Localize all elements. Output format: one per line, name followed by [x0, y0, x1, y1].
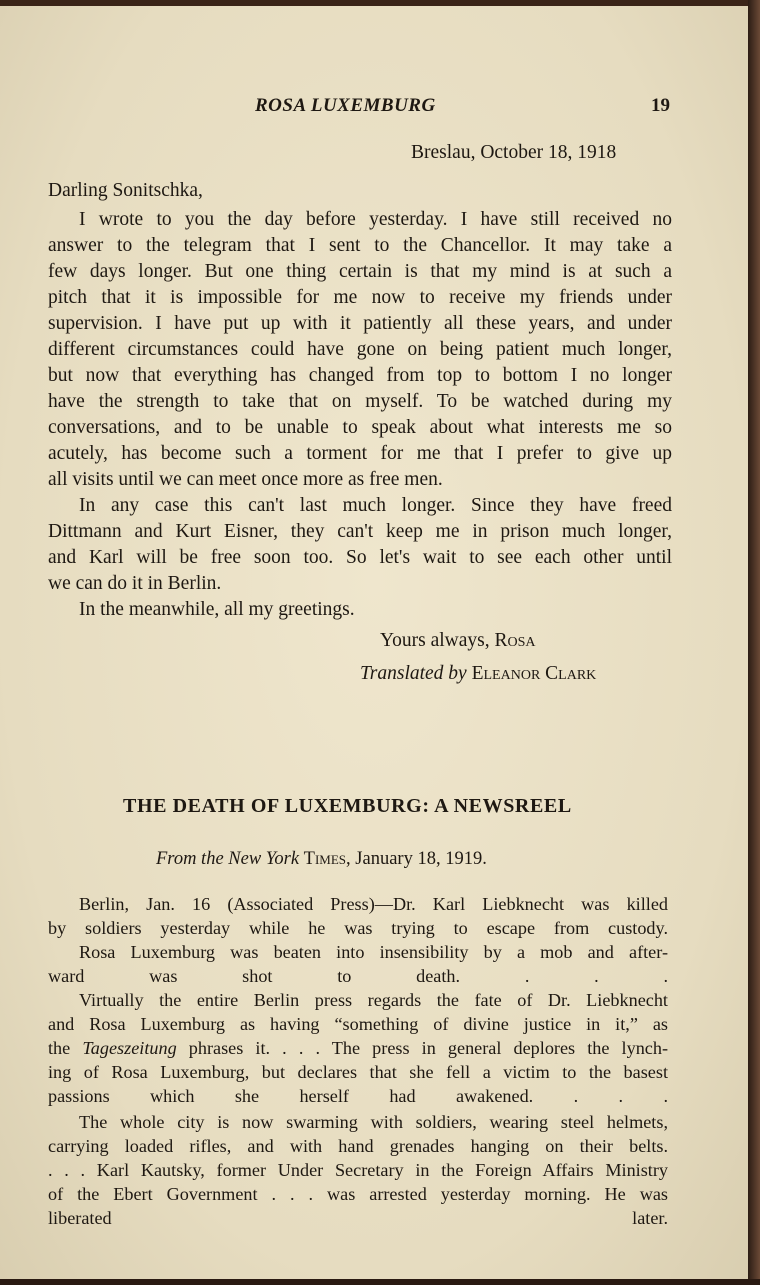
closing-text: Yours always, [380, 630, 490, 651]
p3-the: the [48, 1038, 71, 1058]
page-bottom-edge [0, 1279, 760, 1285]
letter-p1-line: I wrote to you the day before yesterday. I have still received no [79, 209, 672, 230]
news-p3-line: and Rosa Luxemburg as having “something of divine justice in it,” as [48, 1014, 668, 1034]
letter-p3-line: In the meanwhile, all my greetings. [79, 599, 355, 620]
letter-p1-line: conversations, and to be unable to speak about what interests me so [48, 417, 672, 438]
source-from: From the New York [156, 849, 300, 869]
news-p3-line: Virtually the entire Berlin press regards the fate of Dr. Liebknecht [79, 990, 668, 1010]
letter-dateline: Breslau, October 18, 1918 [411, 142, 617, 163]
letter-p2-line: and Karl will be free soon too. So let's wait to see each other until [48, 547, 672, 568]
letter-p1-line: acutely, has become such a torment for me that I prefer to give up [48, 443, 672, 464]
letter-p2-line: Dittmann and Kurt Eisner, they can't keep me in prison much longer, [48, 521, 672, 542]
source-paper: Times, [303, 849, 351, 869]
news-p1-line: Berlin, Jan. 16 (Associated Press)—Dr. Karl Liebknecht was killed [79, 894, 668, 914]
letter-p1-line: supervision. I have put up with it patiently all these years, and under [48, 313, 672, 334]
news-p3-line: ing of Rosa Luxemburg, but declares that she fell a victim to the basest [48, 1062, 668, 1082]
letter-p1-line: pitch that it is impossible for me now to receive my friends under [48, 287, 672, 308]
news-p4-line: liberated later. [48, 1208, 668, 1228]
news-p2-line: Rosa Luxemburg was beaten into insensibility by a mob and after- [79, 942, 668, 962]
news-p2-line: ward was shot to death. . . . [48, 966, 668, 986]
letter-p1-line: different circumstances could have gone on being patient much longer, [48, 339, 672, 360]
letter-closing [380, 630, 536, 652]
section-title: THE DEATH OF LUXEMBURG: A NEWSREEL [123, 795, 572, 817]
translator-name: Eleanor Clark [471, 663, 597, 684]
news-p3-line [48, 1038, 668, 1059]
page-edge [748, 0, 760, 1285]
letter-p1-line: but now that everything has changed from top to bottom I no longer [48, 365, 672, 386]
signature: Rosa [494, 630, 536, 651]
newspaper-name: Tageszeitung [82, 1038, 177, 1058]
news-p3-line: passions which she herself had awakened. . . . [48, 1086, 668, 1106]
letter-p1-line: answer to the telegram that I sent to the Chancellor. It may take a [48, 235, 672, 256]
letter-p2-line: we can do it in Berlin. [48, 573, 222, 594]
translator-credit [360, 663, 596, 685]
letter-p2-line: In any case this can't last much longer. Since they have freed [79, 495, 672, 516]
letter-salutation: Darling Sonitschka, [48, 180, 203, 201]
page-number: 19 [651, 95, 670, 116]
p3-rest: phrases it. . . . The press in general deplores the lynch- [188, 1038, 669, 1058]
letter-p1-line: few days longer. But one thing certain is that my mind is at such a [48, 261, 672, 282]
running-title: ROSA LUXEMBURG [255, 95, 436, 116]
news-p4-line: . . . Karl Kautsky, former Under Secretary in the Foreign Affairs Ministry [48, 1160, 668, 1180]
letter-p1-line: have the strength to take that on myself. To be watched during my [48, 391, 672, 412]
news-p4-line: of the Ebert Government . . . was arrested yesterday morning. He was [48, 1184, 668, 1204]
book-page [0, 6, 748, 1280]
news-p1-line: by soldiers yesterday while he was trying to escape from custody. [48, 918, 668, 938]
translator-prefix: Translated by [360, 663, 467, 684]
letter-p1-line: all visits until we can meet once more as free men. [48, 469, 443, 490]
news-p4-line: The whole city is now swarming with soldiers, wearing steel helmets, [79, 1112, 668, 1132]
section-source [156, 849, 487, 870]
news-p4-line: carrying loaded rifles, and with hand grenades hanging on their belts. [48, 1136, 668, 1156]
source-date: January 18, 1919. [355, 849, 487, 869]
